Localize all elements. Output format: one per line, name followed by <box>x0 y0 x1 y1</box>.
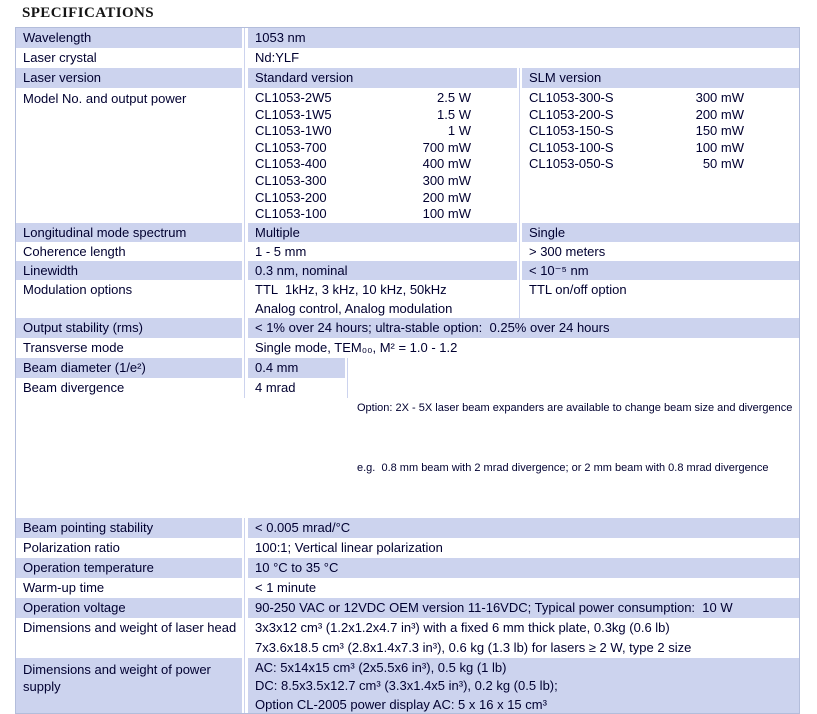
output-stability-label: Output stability (rms) <box>23 320 143 335</box>
operation-voltage-label: Operation voltage <box>23 600 126 615</box>
row-operation-temperature <box>16 558 799 578</box>
beam-option-line2: e.g. 0.8 mm beam with 2 mrad divergence; or 2 mm beam with 0.8 mrad divergence <box>357 462 769 474</box>
linewidth-label: Linewidth <box>23 263 78 278</box>
model-number: CL1053-300 <box>255 172 327 188</box>
linewidth-standard: 0.3 nm, nominal <box>255 263 348 278</box>
model-number: CL1053-400 <box>255 156 327 172</box>
longitudinal-mode-slm: Single <box>529 225 566 240</box>
beam-divergence-value: 4 mrad <box>255 380 296 395</box>
model-power: 2.5 W <box>437 90 471 105</box>
model-power: 200 mW <box>422 189 471 205</box>
model-line <box>255 173 517 190</box>
model-line <box>255 123 517 140</box>
model-line <box>255 206 517 223</box>
dim-laser-head-line1: 3x3x12 cm³ (1.2x1.2x4.7 in³) with a fixed 6 mm thick plate, 0.3kg (0.6 lb) <box>255 620 670 635</box>
wavelength-value: 1053 nm <box>255 30 306 45</box>
models-label: Model No. and output power <box>23 91 187 106</box>
polarization-value: 100:1; Vertical linear polarization <box>255 540 443 555</box>
beam-diameter-label: Beam diameter (1/e²) <box>23 360 146 375</box>
row-operation-voltage <box>16 598 799 618</box>
row-laser-crystal <box>16 48 799 68</box>
modulation-standard-line1: TTL 1kHz, 3 kHz, 10 kHz, 50kHz <box>255 282 447 297</box>
row-transverse-mode <box>16 338 799 358</box>
coherence-length-slm: > 300 meters <box>529 244 606 259</box>
dim-power-supply-line1: AC: 5x14x15 cm³ (2x5.5x6 in³), 0.5 kg (1 lb) <box>255 660 507 675</box>
row-wavelength <box>16 28 799 48</box>
beam-pointing-value: < 0.005 mrad/°C <box>255 520 351 535</box>
dim-power-supply-value <box>248 658 799 713</box>
wavelength-label: Wavelength <box>23 30 92 45</box>
row-output-stability <box>16 318 799 338</box>
row-longitudinal-mode <box>16 223 799 242</box>
transverse-mode-value: Single mode, TEM₀₀, M² = 1.0 - 1.2 <box>255 340 458 355</box>
row-warm-up <box>16 578 799 598</box>
model-line <box>255 107 517 124</box>
dim-power-supply-line3: Option CL-2005 power display AC: 5 x 16 x 15 cm³ <box>255 696 547 712</box>
page-title: SPECIFICATIONS <box>22 5 155 21</box>
model-number: CL1053-100-S <box>529 139 614 155</box>
row-beam-divergence <box>16 378 345 398</box>
modulation-slm: TTL on/off option <box>529 282 627 297</box>
polarization-label: Polarization ratio <box>23 540 120 555</box>
warm-up-value: < 1 minute <box>255 580 317 595</box>
modulation-label: Modulation options <box>23 282 133 297</box>
modulation-standard-line2: Analog control, Analog modulation <box>255 301 453 316</box>
slm-version-header: SLM version <box>529 70 602 85</box>
beam-divergence-label: Beam divergence <box>23 380 125 395</box>
row-dim-laser-head <box>16 618 799 658</box>
dim-power-supply-label: Dimensions and weight of power supply <box>23 662 211 694</box>
longitudinal-mode-standard: Multiple <box>255 225 300 240</box>
model-line <box>529 156 799 173</box>
spec-table <box>15 27 800 714</box>
transverse-mode-label: Transverse mode <box>23 340 124 355</box>
slm-models-list <box>522 88 799 223</box>
model-power: 400 mW <box>422 156 471 172</box>
modulation-standard <box>248 280 517 318</box>
beam-rows <box>16 358 345 518</box>
model-line <box>255 140 517 157</box>
model-line <box>255 190 517 207</box>
model-number: CL1053-300-S <box>529 90 614 105</box>
row-beam-diameter <box>16 358 345 378</box>
model-power: 1.5 W <box>437 106 471 122</box>
model-line <box>529 140 799 157</box>
model-power: 50 mW <box>702 156 744 172</box>
model-number: CL1053-2W5 <box>255 90 332 105</box>
dim-laser-head-label: Dimensions and weight of laser head <box>23 620 237 635</box>
model-number: CL1053-200 <box>255 189 327 205</box>
beam-option-line1: Option: 2X - 5X laser beam expanders are available to change beam size and divergence <box>357 402 793 414</box>
row-modulation <box>16 280 799 318</box>
standard-models-list <box>248 88 517 223</box>
row-beam-pointing <box>16 518 799 538</box>
model-number: CL1053-1W5 <box>255 106 332 122</box>
model-power: 100 mW <box>422 206 471 222</box>
row-linewidth <box>16 261 799 280</box>
model-line <box>255 90 517 107</box>
beam-option-note <box>350 358 799 518</box>
row-models <box>16 88 799 223</box>
model-line <box>255 156 517 173</box>
dim-power-supply-line2: DC: 8.5x3.5x12.7 cm³ (3.3x1.4x5 in³), 0.2 kg (0.5 lb); <box>255 678 558 694</box>
model-power: 200 mW <box>695 106 744 122</box>
model-power: 1 W <box>447 123 471 139</box>
model-line <box>529 90 799 107</box>
warm-up-label: Warm-up time <box>23 580 105 595</box>
dim-laser-head-line2: 7x3.6x18.5 cm³ (2.8x1.4x7.3 in³), 0.6 kg (1.3 lb) for lasers ≥ 2 W, type 2 size <box>255 640 692 655</box>
model-power: 300 mW <box>422 172 471 188</box>
model-number: CL1053-1W0 <box>255 123 332 139</box>
model-number: CL1053-050-S <box>529 156 614 172</box>
beam-diameter-value: 0.4 mm <box>255 360 299 375</box>
standard-version-header: Standard version <box>255 70 354 85</box>
laser-version-label: Laser version <box>23 70 102 85</box>
linewidth-slm: < 10⁻⁵ nm <box>529 263 589 278</box>
model-number: CL1053-150-S <box>529 123 614 139</box>
row-dim-power-supply <box>16 658 799 713</box>
model-line <box>529 107 799 124</box>
coherence-length-label: Coherence length <box>23 244 126 259</box>
operation-voltage-value: 90-250 VAC or 12VDC OEM version 11-16VDC; Typical power consumption: 10 W <box>255 600 733 615</box>
longitudinal-mode-label: Longitudinal mode spectrum <box>23 225 187 240</box>
model-number: CL1053-700 <box>255 139 327 155</box>
model-power: 700 mW <box>422 139 471 155</box>
beam-block <box>16 358 799 518</box>
laser-crystal-value: Nd:YLF <box>255 50 300 65</box>
dim-laser-head-value <box>248 618 799 658</box>
model-power: 300 mW <box>695 90 744 105</box>
model-power: 100 mW <box>695 139 744 155</box>
operation-temperature-value: 10 °C to 35 °C <box>255 560 339 575</box>
model-line <box>529 123 799 140</box>
model-number: CL1053-100 <box>255 206 327 222</box>
output-stability-value: < 1% over 24 hours; ultra-stable option: 0.25% over 24 hours <box>255 320 610 335</box>
row-coherence-length <box>16 242 799 261</box>
model-power: 150 mW <box>695 123 744 139</box>
operation-temperature-label: Operation temperature <box>23 560 154 575</box>
row-laser-version <box>16 68 799 88</box>
laser-crystal-label: Laser crystal <box>23 50 97 65</box>
beam-pointing-label: Beam pointing stability <box>23 520 154 535</box>
coherence-length-standard: 1 - 5 mm <box>255 244 307 259</box>
model-number: CL1053-200-S <box>529 106 614 122</box>
row-polarization <box>16 538 799 558</box>
